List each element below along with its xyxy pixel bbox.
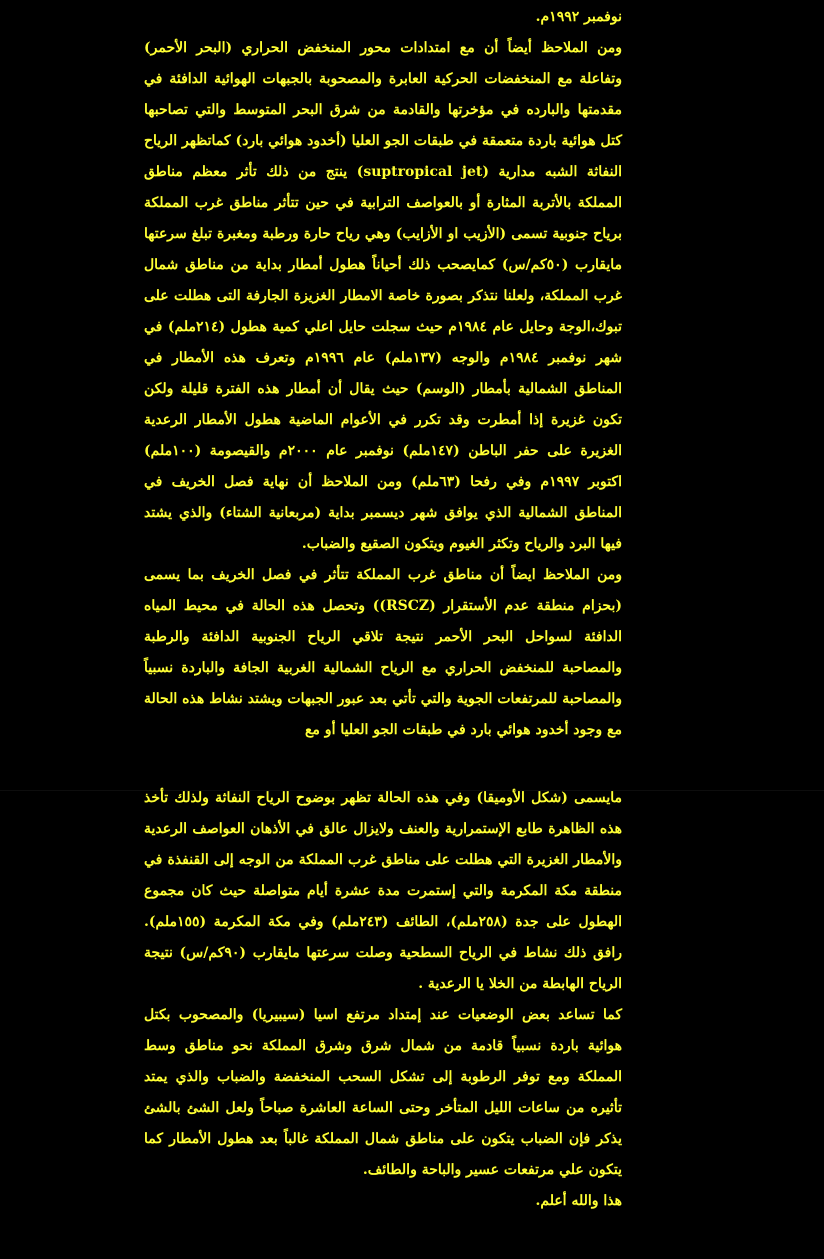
paragraph-omega-pattern: مايسمى (شكل الأوميقا) وفي هذه الحالة تظهر بوضوح الرياح النفاثة ولذلك تأخذ هذه الظاهرة طابع الإستمرارية والعنف ولايزال عالق في الأذهان العواصف الرعدية والأمطار الغزيرة التي هطلت على مناطق غرب المملكة من الوجه إلى القنفذة في منطقة مكة المكرمة والتي إستمرت مدة عشرة أيام متواصلة حيث كان مجموع الهطول على جدة (٢٥٨ملم)، الطائف (٢٤٣ملم) وفي مكة المكرمة (١٥٥ملم). رافق ذلك نشاط في الرياح السطحية وصلت سرعتها مايقارب (٩٠كم/س) نتيجة الرياح الهابطة من الخلا يا الرعدية . xyxy=(144,790,622,992)
paragraph-rscz: ومن الملاحظ ايضاً أن مناطق غرب المملكة تتأثر في فصل الخريف بما يسمى (بحزام منطقة عدم الأستقرار (RSCZ)) وتحصل هذه الحالة في محيط المياه الدافئة لسواحل البحر الأحمر نتيجة تلاقي الرياح الجنوبية الدافئة والرطبة والمصاحبة للمنخفض الحراري مع الرياح الشمالية الغربية الجافة والباردة نسبياً والمصاحبة للمرتفعات الجوية والتي تأتي بعد عبور الجبهات ويشتد نشاط هذه الحالة مع وجود أخدود هوائي بارد في طبقات الجو العليا أو مع xyxy=(144,567,622,738)
text-block-top xyxy=(144,2,622,746)
paragraph-date-line: نوفمبر ١٩٩٢م. xyxy=(535,9,622,25)
paragraph-red-sea-low: ومن الملاحظ أيضاً أن مع امتدادات محور المنخفض الحراري (البحر الأحمر) وتفاعلة مع المنخفضات الحركية العابرة والمصحوبة بالجبهات الهوائية الدافئة في مقدمتها والبارده في مؤخرتها والقادمة من شرق البحر المتوسط والتي تصاحبها كتل هوائية باردة متعمقة في طبقات الجو العليا (أخدود هوائي بارد) كماتظهر الرياح النفاثة الشبه مدارية (suptropical jet) ينتج من ذلك تأثر معظم مناطق المملكة بالأتربة المثارة أو بالعواصف الترابية في حين تتأثر مناطق غرب المملكة برياح جنوبية تسمى (الأزيب او الأزايب) وهي رياح حارة ورطبة ومغبرة تبلغ سرعتها مايقارب (٥٠كم/س) كمايصحب ذلك أحياناً هطول أمطار بداية من مناطق شمال غرب المملكة، ولعلنا نتذكر بصورة خاصة الامطار الغزيزة الجارفة التى هطلت على تبوك،الوجة وحايل عام ١٩٨٤م حيث سجلت حايل اعلي كمية هطول (٢١٤ملم) في شهر نوفمبر ١٩٨٤م والوجه (١٣٧ملم) عام ١٩٩٦م وتعرف هذه الأمطار في المناطق الشمالية بأمطار (الوسم) حيث يقال أن أمطار هذه الفترة قليلة ولكن تكون غزيرة إذا أمطرت وقد تكرر في الأعوام الماضية هطول الأمطار الرعدية الغزيرة على حفر الباطن (١٤٧ملم) نوفمبر عام ٢٠٠٠م والقيصومة (١٠٠ملم) اكتوبر ١٩٩٧م وفي رفحا (٦٣ملم) ومن الملاحظ أن نهاية فصل الخريف في المناطق الشمالية الذي يوافق شهر ديسمبر بداية (مربعانية الشتاء) والذي يشتد فيها البرد والرياح وتكثر الغيوم ويتكون الصقيع والضباب. xyxy=(144,40,623,552)
text-block-bottom xyxy=(144,783,622,1217)
paragraph-siberian-high: كما تساعد بعض الوضعيات عند إمتداد مرتفع اسيا (سيبيريا) والمصحوب بكتل هوائية باردة نسبياً قادمة من شمال شرق وشرق المملكة نحو مناطق وسط المملكة ومع توفر الرطوبة إلى تشكل السحب المنخفضة والضباب والذي يمتد تأثيره من ساعات الليل المتأخر وحتى الساعة العاشرة صباحاً ولعل الشئ بالشئ يذكر فإن الضباب يتكون على مناطق شمال المملكة غالباً بعد هطول الأمطار كما يتكون علي مرتفعات عسير والباحة والطائف. xyxy=(144,1007,622,1178)
paragraph-closing: هذا والله أعلم. xyxy=(535,1193,622,1209)
